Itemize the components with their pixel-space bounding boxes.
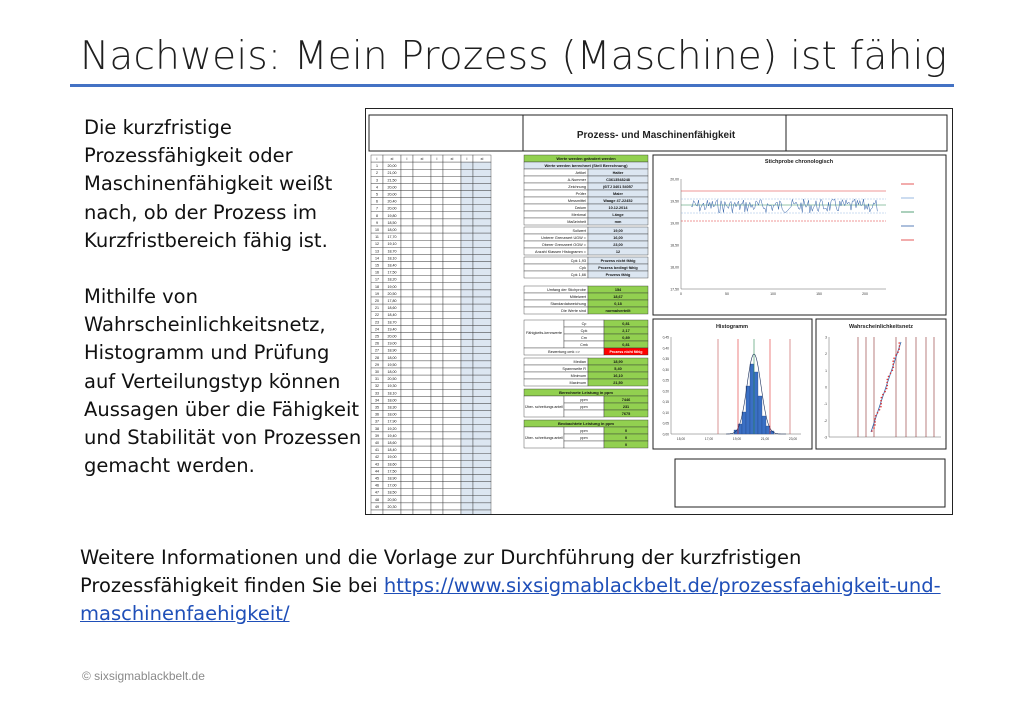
table-cell: 19,30	[387, 384, 397, 389]
svg-text:15,00: 15,00	[676, 437, 686, 441]
svg-text:Über- schreitungs anteil: Über- schreitungs anteil	[525, 405, 563, 409]
svg-text:ppm: ppm	[580, 398, 588, 402]
svg-text:Werte werden berechnet (Stell: Werte werden berechnet (Stell Berechnung)	[544, 163, 628, 168]
svg-text:21,00: 21,00	[760, 437, 770, 441]
svg-text:Über- schreitungs anteil: Über- schreitungs anteil	[525, 436, 563, 440]
table-cell: 17,50	[387, 270, 397, 275]
svg-text:Prüfer: Prüfer	[575, 192, 586, 196]
svg-text:Prozess nicht fähig: Prozess nicht fähig	[609, 350, 643, 354]
svg-text:A-Nummer: A-Nummer	[567, 178, 586, 182]
svg-text:2,17: 2,17	[622, 329, 630, 333]
histogram-chart	[653, 319, 812, 449]
svg-text:17,50: 17,50	[670, 287, 679, 292]
table-cell: 18,40	[387, 313, 397, 318]
svg-text:Waage 47-22452: Waage 47-22452	[603, 199, 633, 203]
svg-text:mm: mm	[614, 220, 622, 224]
svg-text:Länge: Länge	[612, 213, 624, 217]
copyright-notice: © sixsigmablackbelt.de	[82, 669, 205, 683]
svg-text:Datum: Datum	[574, 206, 586, 210]
table-cell: 20,00	[387, 192, 397, 197]
table-cell: 4	[376, 185, 378, 190]
svg-text:ppm: ppm	[580, 436, 588, 440]
table-cell: 18,40	[387, 263, 397, 268]
table-cell: 19,40	[387, 433, 397, 438]
svg-text:2: 2	[825, 352, 827, 357]
svg-text:1: 1	[825, 368, 827, 373]
table-cell: 20,00	[387, 206, 397, 211]
svg-text:Cm: Cm	[581, 336, 587, 340]
table-cell: 6	[376, 199, 378, 204]
table-cell: 17,00	[387, 483, 397, 488]
left-paragraph-1: Die kurzfristige Prozessfähigkeit oder Maschinenfähigkeit weißt nach, ob der Prozess im Kurzfristbereich fähig ist.	[84, 116, 333, 252]
chart2-title: Histogramm	[715, 324, 749, 330]
svg-text:Die Werte sind: Die Werte sind	[561, 309, 586, 313]
data-table	[371, 155, 491, 514]
table-cell: 44	[375, 469, 379, 474]
comment-box	[675, 459, 945, 507]
table-cell: 19	[375, 291, 379, 296]
svg-text:0,40: 0,40	[662, 346, 669, 351]
svg-text:Cpk: Cpk	[579, 266, 586, 270]
table-cell: 18,70	[387, 249, 397, 254]
svg-text:0,45: 0,45	[662, 335, 669, 340]
svg-text:Cp: Cp	[581, 322, 587, 326]
table-cell: 18,60	[387, 441, 397, 445]
svg-text:Halter: Halter	[612, 171, 624, 175]
svg-text:Maximum: Maximum	[569, 381, 586, 385]
svg-text:0: 0	[624, 436, 628, 440]
svg-text:normalverteilt: normalverteilt	[605, 309, 631, 313]
left-paragraph-2: Mithilfe von Wahrscheinlichkeitsnetz, Histogramm und Prüfung auf Verteilungstyp können Aussagen über die Fähigkeit und Stabilität von Prozessen gemacht werden.	[84, 285, 362, 478]
slide-title: Nachweis: Mein Prozess (Maschine) ist fähig	[80, 34, 948, 79]
table-cell: 19,10	[387, 242, 397, 247]
probability-chart	[816, 319, 946, 449]
svg-text:12: 12	[615, 250, 621, 254]
table-cell: 18,10	[387, 391, 397, 396]
left-description	[84, 114, 364, 508]
table-cell: 41	[375, 448, 379, 453]
table-cell: 47	[375, 490, 379, 495]
table-cell: 30	[375, 370, 379, 374]
svg-text:0,30: 0,30	[662, 367, 669, 372]
svg-text:19,00: 19,00	[732, 437, 742, 441]
svg-text:0,81: 0,81	[622, 343, 630, 347]
table-cell: 3	[376, 178, 378, 183]
table-cell: 19,50	[387, 362, 397, 367]
svg-text:C3613548248: C3613548248	[606, 178, 630, 182]
svg-text:ppm: ppm	[580, 429, 588, 433]
table-cell: 18,00	[387, 412, 397, 417]
table-cell: 20	[375, 299, 379, 303]
svg-text:Prozess fähig: Prozess fähig	[605, 273, 631, 277]
svg-text:0,35: 0,35	[662, 357, 669, 362]
table-cell: 18,90	[387, 348, 397, 353]
title-underline	[70, 84, 954, 87]
svg-text:50: 50	[725, 292, 729, 296]
table-cell: 18,60	[387, 306, 397, 311]
svg-text:0,15: 0,15	[662, 400, 669, 405]
svg-text:Berechnete Leistung in ppm: Berechnete Leistung in ppm	[559, 390, 613, 395]
table-cell: 20,00	[387, 334, 397, 339]
table-cell: 20,40	[387, 199, 397, 204]
svg-text:Oberer Grenzwert OGW =: Oberer Grenzwert OGW =	[541, 243, 586, 247]
svg-text:Merkmal: Merkmal	[571, 213, 586, 217]
svg-text:100: 100	[770, 292, 776, 296]
table-cell: 17,70	[387, 235, 397, 240]
svg-text:231: 231	[622, 405, 630, 409]
table-header: xi	[420, 156, 424, 161]
table-cell: 18,00	[387, 228, 397, 232]
table-cell: 18,90	[387, 476, 397, 481]
info-link[interactable]: https://www.sixsigmablackbelt.de/prozessfaehigkeit-und-maschinenfaehigkeit/	[80, 574, 941, 625]
svg-text:Artikel: Artikel	[575, 171, 586, 175]
svg-text:Standardabweichung: Standardabweichung	[550, 302, 586, 306]
chart3-title: Wahrscheinlichkeitsnetz	[849, 324, 913, 330]
table-cell: 18,00	[387, 398, 397, 403]
chart1-title: Stichprobe chronologisch	[764, 159, 834, 165]
svg-text:Spannweite R: Spannweite R	[562, 367, 586, 371]
svg-text:0,18: 0,18	[614, 302, 622, 306]
table-cell: 17	[375, 277, 379, 282]
table-cell: 18,50	[387, 490, 397, 495]
table-cell: 49	[375, 504, 379, 509]
svg-text:Prozess nicht fähig: Prozess nicht fähig	[600, 259, 636, 263]
svg-text:Maier: Maier	[613, 192, 623, 196]
table-cell: 11	[375, 235, 379, 240]
svg-text:ppm: ppm	[580, 405, 588, 409]
table-cell: 19,00	[387, 455, 397, 460]
table-cell: 18,60	[387, 462, 397, 467]
svg-text:0: 0	[825, 385, 827, 390]
svg-text:0,05: 0,05	[662, 421, 669, 426]
table-cell: 17,50	[387, 469, 397, 474]
table-cell: 27	[375, 348, 379, 353]
svg-text:Unterer Grenzwert UGW =: Unterer Grenzwert UGW =	[541, 236, 586, 240]
table-cell: 46	[375, 483, 379, 488]
svg-text:-1: -1	[824, 402, 827, 407]
svg-text:0,00: 0,00	[662, 432, 669, 437]
svg-text:23,00: 23,00	[613, 243, 623, 247]
table-cell: 20,50	[387, 497, 397, 502]
svg-text:150: 150	[816, 292, 822, 296]
svg-text:Cpk 1,93: Cpk 1,93	[570, 259, 586, 263]
svg-text:17,00: 17,00	[704, 437, 714, 441]
table-cell: 19,20	[387, 426, 397, 431]
table-cell: 40	[375, 441, 379, 445]
table-cell: 9	[376, 220, 378, 225]
svg-text:16,00: 16,00	[613, 236, 623, 240]
table-cell: 21,00	[387, 171, 397, 176]
table-cell: 18,10	[387, 256, 397, 261]
table-cell: 48	[375, 497, 379, 502]
table-cell: 31	[375, 377, 379, 382]
table-header: xi	[480, 156, 484, 161]
table-cell: 16	[375, 270, 379, 275]
table-cell: 18	[375, 284, 379, 289]
table-header: i	[406, 156, 408, 161]
table-cell: 23	[375, 320, 379, 325]
table-cell: 26	[375, 341, 379, 346]
table-cell: 28	[375, 355, 379, 360]
table-cell: 18,00	[387, 370, 397, 374]
table-header: xi	[390, 156, 394, 161]
table-cell: 20,00	[387, 164, 397, 169]
svg-text:Sollwert: Sollwert	[572, 229, 586, 233]
table-cell: 39	[375, 433, 379, 438]
table-cell: 18,40	[387, 448, 397, 453]
table-cell: 5	[376, 192, 378, 197]
svg-text:Umfang der Stichprobe: Umfang der Stichprobe	[546, 288, 586, 292]
svg-text:0: 0	[680, 292, 682, 296]
table-cell: 43	[375, 462, 379, 467]
table-header: i	[376, 156, 378, 161]
table-cell: 21,50	[387, 178, 397, 183]
svg-text:7446: 7446	[621, 398, 631, 402]
svg-text:Werte werden geändert werden: Werte werden geändert werden	[556, 156, 616, 161]
svg-text:19,50: 19,50	[670, 199, 679, 204]
svg-text:(6ITJ 3401 54057: (6ITJ 3401 54057	[603, 185, 633, 189]
table-cell: 19,00	[387, 341, 397, 346]
table-cell: 21	[375, 306, 379, 311]
svg-text:18,00: 18,00	[670, 265, 679, 270]
table-cell: 7	[376, 206, 378, 211]
svg-text:Beobachtete Leistung in ppm: Beobachtete Leistung in ppm	[557, 421, 615, 426]
svg-text:Messmittel: Messmittel	[567, 199, 586, 203]
table-cell: 18,70	[387, 320, 397, 325]
table-header: i	[436, 156, 438, 161]
svg-text:18,50: 18,50	[670, 243, 679, 248]
table-cell: 12	[375, 242, 379, 247]
table-cell: 19,40	[387, 327, 397, 332]
table-cell: 24	[375, 327, 379, 332]
table-cell: 13	[375, 249, 379, 254]
svg-text:21,50: 21,50	[613, 381, 623, 385]
svg-text:18,90: 18,90	[613, 360, 623, 364]
svg-text:154: 154	[614, 288, 622, 292]
svg-text:Cmk: Cmk	[580, 343, 588, 347]
table-cell: 15	[375, 263, 379, 268]
svg-text:23,00: 23,00	[788, 437, 798, 441]
bottom-text: Weitere Informationen und die Vorlage zur Durchführung der kurzfristigen Prozessfähigkeit finden Sie bei	[80, 546, 802, 597]
table-cell: 10	[375, 228, 379, 232]
table-cell: 38	[375, 426, 379, 431]
table-cell: 45	[375, 476, 379, 481]
svg-text:0,25: 0,25	[662, 378, 669, 383]
table-cell: 33	[375, 391, 379, 396]
table-cell: 18,00	[387, 355, 397, 360]
svg-text:Mittelwert: Mittelwert	[569, 295, 586, 299]
svg-text:10.12.2014: 10.12.2014	[608, 206, 628, 210]
svg-text:19,00: 19,00	[613, 229, 623, 233]
table-cell: 20,50	[387, 377, 397, 382]
svg-text:Bewertung cmk =>: Bewertung cmk =>	[548, 350, 580, 354]
svg-text:Zeichnung: Zeichnung	[568, 185, 586, 189]
table-cell: 35	[375, 405, 379, 410]
svg-text:Maßeinheit: Maßeinheit	[567, 220, 586, 224]
table-cell: 22	[375, 313, 379, 318]
svg-text:-2: -2	[824, 418, 827, 423]
table-cell: 20,00	[387, 185, 397, 190]
svg-text:Fähigkeits-kennwerte: Fähigkeits-kennwerte	[525, 331, 563, 335]
table-cell: 1	[376, 164, 378, 169]
table-cell: 34	[375, 398, 379, 403]
svg-text:19,00: 19,00	[670, 221, 679, 226]
svg-text:0,20: 0,20	[662, 389, 669, 394]
table-cell: 29	[375, 362, 379, 367]
svg-text:20,00: 20,00	[670, 177, 679, 182]
svg-text:Minimum: Minimum	[570, 374, 586, 378]
svg-text:-3: -3	[824, 435, 827, 440]
svg-text:0: 0	[624, 429, 628, 433]
table-cell: 25	[375, 334, 379, 339]
table-cell: 17,80	[387, 299, 397, 303]
svg-text:Cpk 1,66: Cpk 1,66	[570, 273, 586, 277]
info-panel	[524, 155, 648, 448]
table-cell: 36	[375, 412, 379, 417]
capability-spreadsheet-image	[365, 108, 953, 515]
sheet-header-title: Prozess- und Maschinenfähigkeit	[576, 130, 736, 141]
table-cell: 19,00	[387, 284, 397, 289]
table-cell: 37	[375, 419, 379, 424]
table-cell: 18,20	[387, 277, 397, 282]
table-cell: 8	[376, 213, 378, 218]
table-cell: 20,30	[387, 504, 397, 509]
bottom-info	[80, 544, 960, 628]
chronological-chart	[653, 155, 946, 315]
svg-text:5,40: 5,40	[614, 367, 622, 371]
svg-text:18,67: 18,67	[613, 295, 623, 299]
table-cell: 2	[376, 171, 378, 176]
table-cell: 18,30	[387, 405, 397, 410]
svg-text:0: 0	[624, 443, 628, 447]
svg-text:3: 3	[825, 335, 827, 340]
svg-text:200: 200	[862, 292, 868, 296]
svg-text:Median: Median	[573, 360, 586, 364]
svg-text:Prozess bedingt fähig: Prozess bedingt fähig	[598, 266, 638, 270]
table-cell: 18,50	[387, 220, 397, 225]
table-header: xi	[450, 156, 454, 161]
svg-text:0,81: 0,81	[622, 322, 630, 326]
svg-text:0,89: 0,89	[622, 336, 630, 340]
svg-text:7675: 7675	[621, 412, 631, 416]
svg-text:16,10: 16,10	[613, 374, 623, 378]
table-cell: 19,80	[387, 213, 397, 218]
svg-text:Cpk: Cpk	[580, 329, 588, 333]
spreadsheet-svg	[366, 109, 952, 514]
table-cell: 14	[375, 256, 379, 261]
svg-text:Anzahl Klassen Histogramm =: Anzahl Klassen Histogramm =	[535, 250, 586, 254]
svg-text:0,10: 0,10	[662, 410, 669, 415]
table-cell: 42	[375, 455, 379, 460]
table-header: i	[466, 156, 468, 161]
table-cell: 17,90	[387, 419, 397, 424]
table-cell: 32	[375, 384, 379, 389]
table-cell: 20,50	[387, 291, 397, 296]
